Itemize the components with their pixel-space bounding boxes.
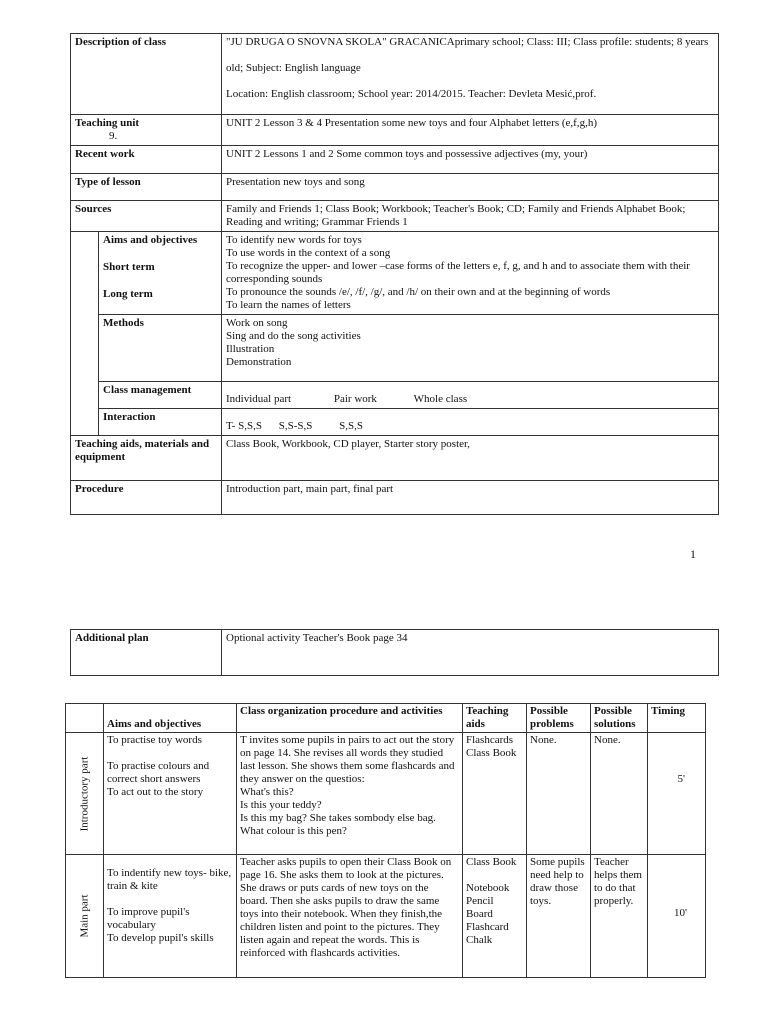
method-line: Sing and do the song activities — [226, 330, 361, 342]
procedure-row — [71, 481, 719, 515]
additional-plan-label: Additional plan — [71, 630, 222, 676]
aids-cell — [463, 733, 527, 855]
teaching-aids-label: Teaching aids, materials and equipment — [71, 436, 222, 481]
additional-plan-value: Optional activity Teacher's Book page 34 — [222, 630, 719, 676]
aim-line: To identify new words for toys — [226, 234, 362, 246]
procedure-cell: T invites some pupils in pairs to act out the story on page 14. She revises all words they studied last lesson. She shows them some flashcards and they answer on the questios: What's this? Is this your teddy? Is this my bag? She takes sombody else bag. What colour is this pen? — [237, 733, 463, 855]
solutions-cell: None. — [591, 733, 648, 855]
procedure-value: Introduction part, main part, final part — [222, 481, 719, 515]
section-cell — [66, 733, 104, 855]
problems-cell: Some pupils need help to draw those toys. — [527, 855, 591, 978]
header-aims: Aims and objectives — [104, 704, 237, 733]
sources-label: Sources — [71, 201, 222, 232]
sources-row — [71, 201, 719, 232]
aim-line: To learn the names of letters — [226, 299, 351, 311]
aim-line: To use words in the context of a song — [226, 247, 391, 259]
class-management-value — [222, 382, 719, 409]
description-line: "JU DRUGA O SNOVNA SKOLA" GRACANICAprimary school; Class: III; Class profile: students; 8 years — [226, 36, 709, 48]
method-line: Illustration — [226, 343, 275, 355]
aid-item: Class Book — [466, 856, 517, 868]
activities-table — [65, 703, 706, 978]
class-management-row — [71, 382, 719, 409]
description-line: old; Subject: English language — [226, 62, 361, 74]
sources-value: Family and Friends 1; Class Book; Workbook; Teacher's Book; CD; Family and Friends Alphabet Book; Reading and writing; Grammar Friends 1 — [222, 201, 719, 232]
methods-row — [71, 315, 719, 382]
interaction-item: T- S,S,S — [226, 420, 262, 432]
left-gutter — [71, 232, 99, 436]
long-term-label: Long term — [103, 288, 153, 300]
activity-row-introductory — [66, 733, 706, 855]
activity-row-main — [66, 855, 706, 978]
methods-value — [222, 315, 719, 382]
aim-item — [107, 893, 233, 906]
lesson-plan-table — [70, 33, 719, 515]
aid-item: Flashcards — [466, 734, 514, 746]
aim-item: To indentify new toys- bike, train & kite — [107, 867, 232, 892]
teaching-unit-number: 9. — [109, 130, 118, 142]
aim-line: To recognize the upper- and lower –case forms of the letters e, f, g, and h and to associate them with their corresponding sounds — [226, 260, 690, 285]
problems-cell: None. — [527, 733, 591, 855]
interaction-row — [71, 409, 719, 436]
aims-label-cell — [99, 232, 222, 315]
solutions-cell: Teacher helps them to do that properly. — [591, 855, 648, 978]
procedure-cell: Teacher asks pupils to open their Class Book on page 16. She asks them to look at the pictures. She draws or puts cards of new toys on the board. Then she asks pupils to draw the same toys into their notebook. When they finish,the children listen and point to the pictures. They listen again and repeat the words. This is reinforced with flashcards activities. — [237, 855, 463, 978]
aid-item: Flashcard — [466, 921, 509, 933]
class-management-item: Individual part — [226, 393, 292, 405]
description-value — [222, 34, 719, 115]
type-of-lesson-label: Type of lesson — [71, 174, 222, 201]
timing-cell: 5' — [648, 733, 706, 855]
recent-work-label: Recent work — [71, 146, 222, 174]
type-of-lesson-value: Presentation new toys and song — [222, 174, 719, 201]
teaching-unit-row — [71, 115, 719, 146]
type-of-lesson-row — [71, 174, 719, 201]
class-management-item: Pair work — [333, 393, 377, 405]
aims-label: Aims and objectives — [103, 234, 198, 246]
aim-item: To act out to the story — [107, 786, 204, 798]
recent-work-value: UNIT 2 Lessons 1 and 2 Some common toys and possessive adjectives (my, your) — [222, 146, 719, 174]
teaching-aids-row — [71, 436, 719, 481]
aim-item: To practise colours and correct short answers — [107, 760, 210, 785]
header-possible-solutions: Possible solutions — [591, 704, 648, 733]
aid-item: Class Book — [466, 747, 517, 759]
additional-plan-table — [70, 629, 719, 676]
section-label: Introductory part — [78, 756, 90, 831]
aim-item: To improve pupil's vocabulary — [107, 906, 190, 931]
interaction-value — [222, 409, 719, 436]
header-timing: Timing — [648, 704, 706, 733]
interaction-item: S,S-S,S — [278, 420, 313, 432]
description-label: Description of class — [71, 34, 222, 115]
activities-header-row — [66, 704, 706, 733]
recent-work-row — [71, 146, 719, 174]
aims-cell — [104, 733, 237, 855]
aims-row — [71, 232, 719, 315]
interaction-item: S,S,S — [339, 420, 363, 432]
description-row — [71, 34, 719, 115]
header-procedure: Class organization procedure and activities — [237, 704, 463, 733]
short-term-label: Short term — [103, 261, 155, 273]
section-label: Main part — [78, 894, 90, 938]
aim-line: To pronounce the sounds /e/, /f/, /g/, and /h/ on their own and at the beginning of words — [226, 286, 611, 298]
aims-value — [222, 232, 719, 315]
timing-cell: 10' — [648, 855, 706, 978]
header-teaching-aids: Teaching aids — [463, 704, 527, 733]
page-number: 1 — [690, 547, 696, 561]
aim-item — [107, 747, 233, 760]
aid-item: Board — [466, 908, 493, 920]
teaching-unit-value: UNIT 2 Lesson 3 & 4 Presentation some new toys and four Alphabet letters (e,f,g,h) — [222, 115, 719, 146]
procedure-label: Procedure — [71, 481, 222, 515]
aid-item — [466, 869, 523, 882]
section-cell — [66, 855, 104, 978]
teaching-unit-label: Teaching unit — [75, 117, 140, 129]
aim-item: To develop pupil's skills — [107, 932, 214, 944]
section-header — [66, 704, 104, 733]
additional-plan-row — [71, 630, 719, 676]
aid-item: Pencil — [466, 895, 494, 907]
aims-cell — [104, 855, 237, 978]
class-management-item: Whole class — [413, 393, 468, 405]
aid-item: Notebook — [466, 882, 510, 894]
aim-item: To practise toy words — [107, 734, 202, 746]
description-line: Location: English classroom; School year: 2014/2015. Teacher: Devleta Mesić,prof. — [226, 88, 597, 100]
aid-item: Chalk — [466, 934, 493, 946]
method-line: Demonstration — [226, 356, 292, 368]
teaching-unit-label-cell — [71, 115, 222, 146]
class-management-label: Class management — [99, 382, 222, 409]
header-possible-problems: Possible problems — [527, 704, 591, 733]
teaching-aids-value: Class Book, Workbook, CD player, Starter story poster, — [222, 436, 719, 481]
methods-label: Methods — [99, 315, 222, 382]
aids-cell — [463, 855, 527, 978]
method-line: Work on song — [226, 317, 288, 329]
interaction-label: Interaction — [99, 409, 222, 436]
